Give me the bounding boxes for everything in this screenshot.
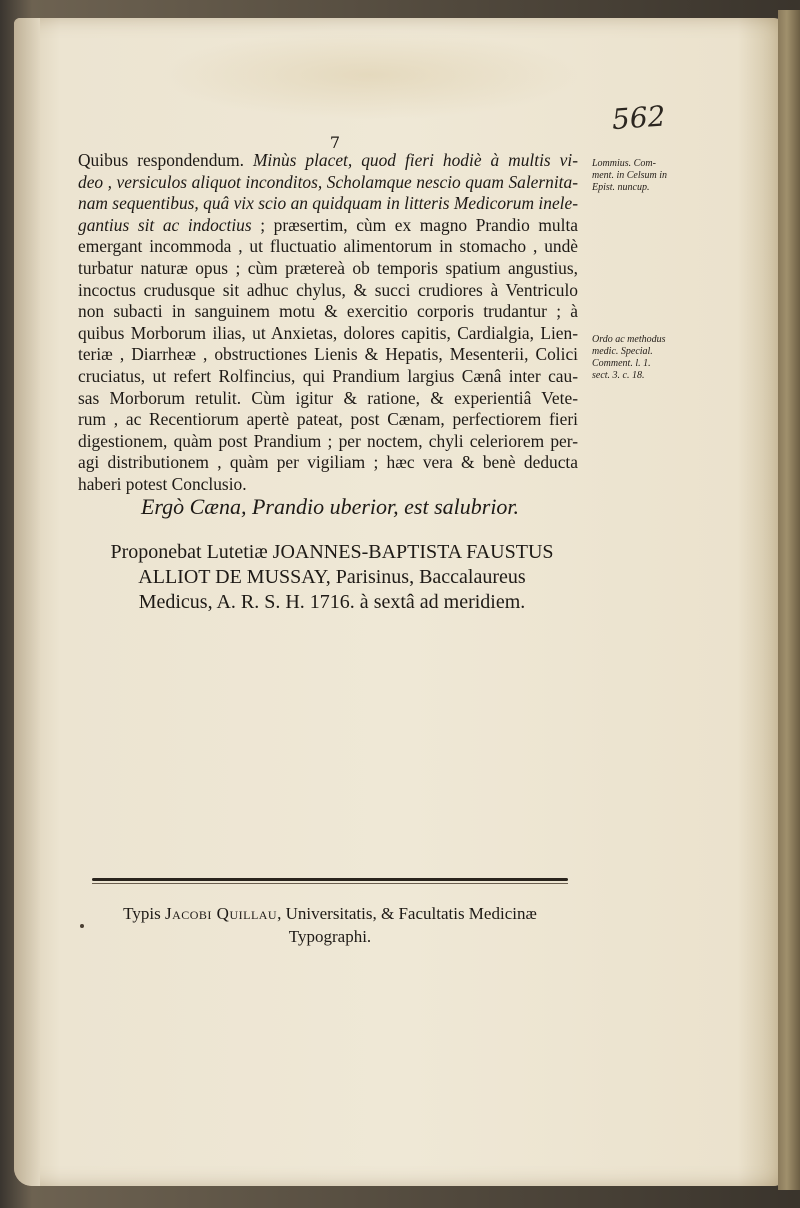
- margin-note-line: Ordo ac methodus: [592, 334, 666, 345]
- body-line: [78, 236, 578, 258]
- conclusion-heading: Ergò Cæna, Prandio uberior, est salubrior.: [140, 494, 520, 519]
- body-line-segment: teriæ , Diarrheæ , obstructiones Lienis & Hepatis, Mesenterii, Colici: [78, 344, 578, 365]
- body-line: [78, 301, 578, 323]
- body-line-segment: ; præsertim, cùm ex magno Prandio multa: [260, 214, 578, 235]
- imprint-line-1: [92, 902, 568, 925]
- margin-note-line: medic. Special.: [592, 346, 653, 357]
- paper-stain: [160, 30, 580, 120]
- proponebat-block: [72, 540, 592, 615]
- imprint-suffix: , Universitatis, & Facultatis Medicinæ: [277, 904, 537, 923]
- body-line-segment: agi distributionem , quàm per vigiliam ; hæc vera & benè deducta: [78, 452, 578, 473]
- body-line-segment: rum , ac Recentiorum apertè pateat, post Cænam, perfectiorem fieri: [78, 409, 578, 430]
- body-line-segment: gantius sit ac indoctius: [78, 214, 261, 235]
- proponebat-line: ALLIOT DE MUSSAY, Parisinus, Baccalaureus: [138, 566, 526, 588]
- body-line-segment: sas Morborum retulit. Cùm igitur & ratione, & experientiâ Vete-: [78, 387, 578, 408]
- margin-note-line: Comment. l. 1.: [592, 358, 651, 369]
- body-line-segment: haberi potest Conclusio.: [78, 473, 247, 494]
- body-line-segment: Minùs placet, quod fieri hodiè à multis vi-: [252, 150, 579, 170]
- body-line: [78, 409, 578, 431]
- printer-imprint: [92, 902, 568, 948]
- body-line-segment: incoctus crudusque sit adhuc chylus, & succi crudiores à Ventriculo: [78, 279, 578, 300]
- body-line-segment: nam sequentibus, quâ vix scio an quidquam in litteris Medicorum inele-: [78, 193, 578, 214]
- printer-name: Jacobi Quillau: [164, 904, 278, 923]
- body-line: [78, 366, 578, 388]
- body-line: [78, 474, 578, 496]
- body-line: [78, 193, 578, 215]
- proponebat-line: Proponebat Lutetiæ JOANNES-BAPTISTA FAUSTUS: [110, 541, 554, 563]
- margin-note-line: ment. in Celsum in: [592, 170, 667, 181]
- body-line: [78, 452, 578, 474]
- margin-note-line: sect. 3. c. 18.: [592, 370, 645, 381]
- body-line-segment: Quibus respondendum.: [78, 150, 253, 170]
- book-edge: [778, 10, 800, 1190]
- margin-note-ordo: [592, 334, 692, 382]
- body-line-segment: digestionem, quàm post Prandium ; per noctem, chyli celeriorem per-: [78, 430, 578, 451]
- imprint-line-2: Typographi.: [288, 927, 372, 946]
- body-line: [78, 280, 578, 302]
- handwritten-folio-number: 562: [610, 99, 667, 137]
- body-line-segment: deo , versiculos aliquot inconditos, Scholamque nescio quam Salernita-: [78, 171, 578, 192]
- body-paragraph: [78, 150, 578, 496]
- body-line: [78, 323, 578, 345]
- body-line: [78, 258, 578, 280]
- body-line-segment: quibus Morborum ilias, ut Anxietas, dolores capitis, Cardialgia, Lien-: [78, 322, 578, 343]
- body-line-segment: emergant incommoda , ut fluctuatio alimentorum in stomacho , undè: [78, 236, 578, 257]
- body-line-segment: non subacti in sanguinem motu & exercitio corporis trudantur ; à: [78, 301, 578, 322]
- body-line: [78, 172, 578, 194]
- margin-note-line: Epist. nuncup.: [592, 182, 650, 193]
- body-line: [78, 215, 578, 237]
- margin-note-lommius: [592, 158, 692, 194]
- body-line-segment: turbatur naturæ opus ; cùm prætereà ob temporis spatium angustius,: [78, 257, 578, 278]
- ink-dot: [80, 924, 84, 928]
- body-line: [78, 344, 578, 366]
- body-line: [78, 431, 578, 453]
- body-line: [78, 388, 578, 410]
- page-gutter: [14, 18, 40, 1186]
- proponebat-line: Medicus, A. R. S. H. 1716. à sextâ ad meridiem.: [138, 591, 526, 613]
- body-line-segment: cruciatus, ut refert Rolfincius, qui Prandium largius Cænâ inter cau-: [78, 365, 578, 386]
- horizontal-rule: [92, 878, 568, 881]
- body-line: [78, 150, 578, 172]
- horizontal-rule-thin: [92, 883, 568, 884]
- imprint-prefix: Typis: [123, 904, 165, 923]
- margin-note-line: Lommius. Com-: [592, 158, 656, 169]
- page-number: 7: [329, 133, 341, 152]
